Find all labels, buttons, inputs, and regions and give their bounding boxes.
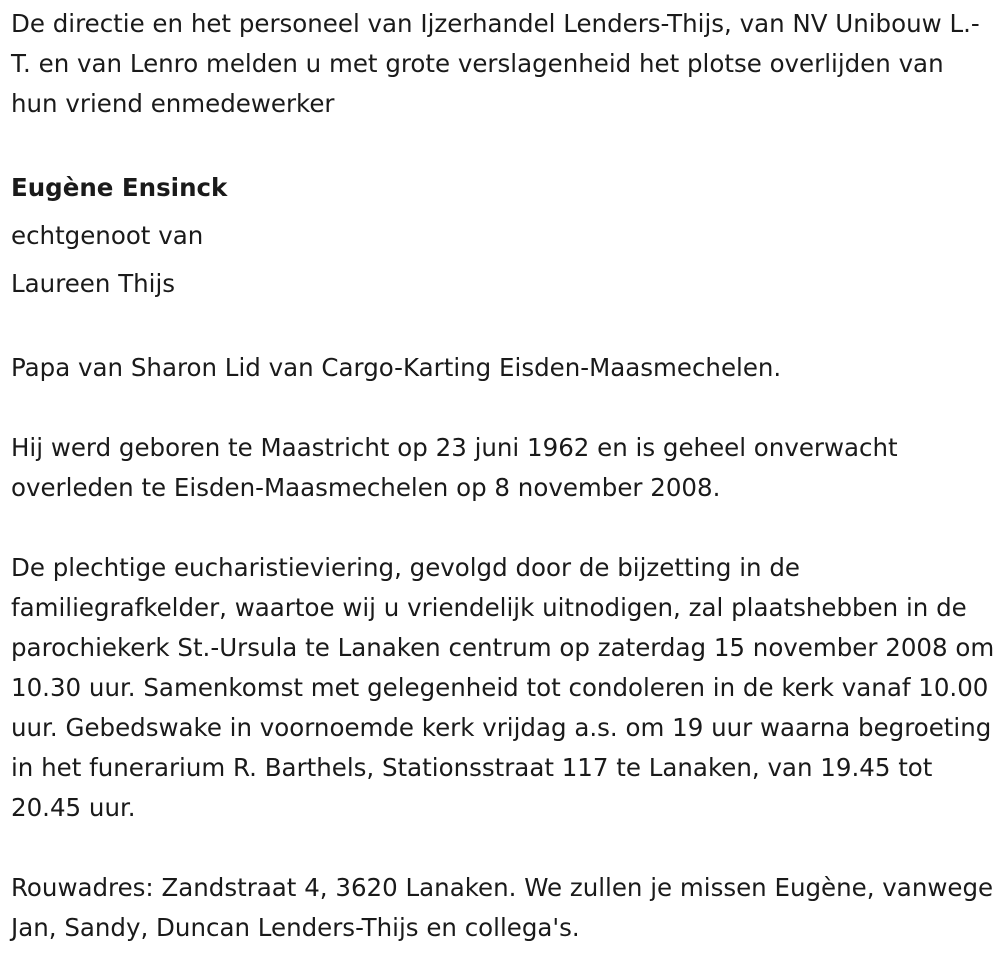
spouse-name: Laureen Thijs [11, 269, 176, 298]
closing-paragraph: Rouwadres: Zandstraat 4, 3620 Lanaken. We zullen je missen Eugène, vanwege Jan, Sandy, Duncan Lenders-Thijs en collega's. [11, 873, 994, 942]
deceased-name: Eugène Ensinck [11, 173, 228, 202]
intro-paragraph: De directie en het personeel van Ijzerhandel Lenders-Thijs, van NV Unibouw L.-T. en van Lenro melden u met grote verslagenheid het plotse overlijden van hun vriend enmedewerker [11, 9, 980, 118]
life-dates-paragraph: Hij werd geboren te Maastricht op 23 juni 1962 en is geheel onverwacht overleden te Eisden-Maasmechelen op 8 november 2008. [11, 433, 898, 502]
family-line: Papa van Sharon Lid van Cargo-Karting Eisden-Maasmechelen. [11, 353, 782, 382]
obituary-notice [11, 4, 996, 948]
spouse-label: echtgenoot van [11, 221, 204, 250]
ceremony-paragraph: De plechtige eucharistieviering, gevolgd door de bijzetting in de familiegrafkelder, waartoe wij u vriendelijk uitnodigen, zal plaatshebben in de parochiekerk St.-Ursula te Lanaken centrum op zaterdag 15 november 2008 om 10.30 uur. Samenkomst met gelegenheid tot condoleren in de kerk vanaf 10.00 uur. Gebedswake in voornoemde kerk vrijdag a.s. om 19 uur waarna begroeting in het funerarium R. Barthels, Stationsstraat 117 te Lanaken, van 19.45 tot 20.45 uur. [11, 553, 995, 822]
